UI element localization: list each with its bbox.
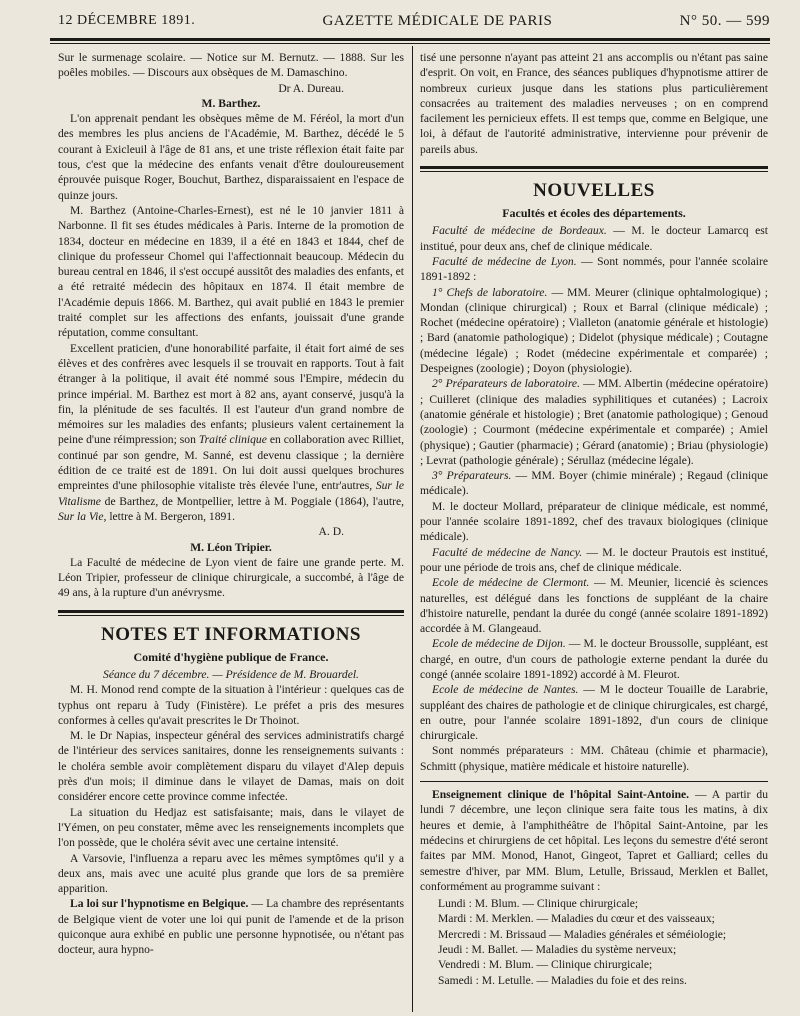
left-column: [58, 50, 404, 1012]
facultes-title: Facultés et écoles des départements.: [502, 206, 686, 221]
stantoine-item: Enseignement clinique de l'hôpital Saint-Antoine. — A partir du lundi 7 décembre, une leçon clinique sera faite tous les matins, à dix heures et demie, à l'amphithéâtre de l'hôpital Saint-Antoine, par les médecins et chirurgiens de cet hôpital. Les leçons du semestre d'été seront faites par MM. Monod, Hanot, Gingeot, Tapret et Galliard; celles du semestre d'hiver, par MM. Blum, Letulle, Brissaud, Merklen et Ballet, conformément au programme suivant :: [420, 788, 768, 893]
comite-paragraph-4: A Varsovie, l'influenza a reparu avec les mêmes symptômes qu'il y a deux ans, mais avec une acuité plus grande que lors de sa première apparition.: [58, 851, 404, 896]
header-date: 12 DÉCEMBRE 1891.: [58, 13, 196, 28]
schedule-item: Samedi : M. Letulle. — Maladies du foie et des reins.: [438, 973, 687, 987]
tripier-paragraph: La Faculté de médecine de Lyon vient de faire une grande perte. M. Léon Tripier, professeur de clinique chirurgicale, a succombé, à l'âge de 49 ans, à la rupture d'un anévrysme.: [58, 555, 404, 600]
bordeaux-item: Faculté de médecine de Bordeaux. — M. le docteur Lamarcq est institué, pour deux ans, chef de clinique médicale.: [420, 224, 768, 253]
comite-paragraph-3: La situation du Hedjaz est satisfaisante; mais, dans le vilayet de l'Yémen, on peu constater, même avec les renseignements incomplets que l'on possède, que le choléra sévit avec une certaine intensité.: [58, 805, 404, 850]
clermont-item: Ecole de médecine de Clermont. — M. Meunier, licencié ès sciences naturelles, est délégué dans les fonctions de suppléant de la chaire d'histoire naturelle, pendant la durée du congé (année scolaire 1891-1892) accordée à M. Glangeaud.: [420, 576, 768, 636]
dijon-item: Ecole de médecine de Dijon. — M. le docteur Broussolle, suppléant, est chargé, en outre, d'un cours de pathologie externe pendant la durée du congé (année scolaire 1891-1892) accordé à M. Fleurot.: [420, 637, 768, 681]
loi-continuation: tisé une personne n'ayant pas atteint 21 ans accomplis ou n'étant pas saine d'esprit. On voit, en France, des séances publiques d'hypnotisme attirer de nombreux curieux jusque dans les stations plus particulièrement consacrées au traitement des maladies nerveuses ; on en comprend facilement les pernicieux effets. Il est temps que, comme en Belgique, une loi, à défaut de l'autorité administrative, intervienne pour prévenir de pareils abus.: [420, 51, 768, 156]
schedule-item: Lundi : M. Blum. — Clinique chirurgicale;: [438, 897, 639, 911]
intro-signature: Dr A. Dureau.: [278, 81, 344, 95]
nouvelles-rule-thick: [420, 166, 768, 169]
comite-paragraph-2: M. le Dr Napias, inspecteur général des services administratifs chargé de l'intérieur des services sanitaires, donne les renseignements suivants : le choléra semble avoir complètement disparu du vilayet d'Alep depuis près d'un mois; il diminue dans le vilayet de Damas, mais on doit considérer encore cette province comme infectée.: [58, 729, 404, 804]
right-column: [420, 50, 768, 1012]
column-divider: [412, 46, 413, 1012]
barthez-paragraph-1: L'on apprenait pendant les obsèques même de M. Féréol, la mort d'un des membres les plus anciens de l'Académie, M. Barthez, décédé le 5 courant à Exicleuil à l'âge de 81 ans, et une triste réflexion était faite par tous, c'est que la médecine des enfants venait d'être douloureusement éprouvée puisque Roger, Bouchut, Barthez, disparaissaient en l'espace de quinze jours.: [58, 112, 404, 202]
section-rule-thick: [58, 610, 404, 613]
schedule-item: Mercredi : M. Brissaud — Maladies générales et séméiologie;: [438, 927, 727, 941]
comite-title: Comité d'hygiène publique de France.: [133, 649, 329, 664]
lyon-item: Faculté de médecine de Lyon. — Sont nommés, pour l'année scolaire 1891-1892 :: [420, 254, 768, 284]
lyon-chefs-item: 1° Chefs de laboratoire. — MM. Meurer (clinique ophtalmologique) ; Mondan (clinique chirurgical) ; Roux et Barral (clinique médicale) ; Rochet (médecine opératoire) ; Vialleton (anatomie générale et histologie) ; Bard (anatomie pathologique) ; Didelot (physique médicale) ; Coutagne (médecine légale) ; Rodet (médecine expérimentale et comparée) ; Despeignes (zoologie) ; Doyon (physiologie).: [420, 285, 768, 376]
schedule-item: Mardi : M. Merklen. — Maladies du cœur et des vaisseaux;: [438, 912, 715, 926]
header-rule-thick: [50, 38, 770, 41]
header-journal-title: GAZETTE MÉDICALE DE PARIS: [322, 12, 553, 29]
header-rule-thin: [50, 43, 770, 44]
stantoine-rule: [420, 781, 768, 782]
seance-line: Séance du 7 décembre. — Présidence de M. Brouardel.: [103, 667, 359, 681]
schedule-item: Vendredi : M. Blum. — Clinique chirurgicale;: [438, 958, 653, 972]
comite-paragraph-1: M. H. Monod rend compte de la situation à l'intérieur : quelques cas de typhus ont reparu à Tudy (Finistère). Le préfet a pris des mesures conformes à celles qu'avait prescrites le Dr Thoinot.: [58, 683, 404, 727]
mollard-item: M. le docteur Mollard, préparateur de clinique médicale, est nommé, pour l'année scolaire 1891-1892, chef des travaux biologiques (clinique médicale).: [420, 499, 768, 544]
lyon-preparateurs-lab-item: 2° Préparateurs de laboratoire. — MM. Albertin (médecine opératoire) ; Cuilleret (clinique des maladies syphilitiques et cutanées) ; Lacroix (anatomie générale et histologie) ; Bret (anatomie pathologique) ; Genoud (zoologie) ; Courmont (médecine expérimentale et comparée) ; Amiel (physique) ; Gautier (pharmacie) ; Gérard (anatomie) ; Briau (physiologie) ; Levrat (pathologie générale) ; Sérullaz (médecine légale).: [420, 377, 768, 467]
barthez-title: M. Barthez.: [201, 96, 261, 110]
section-rule-thin: [58, 615, 404, 616]
tripier-title: M. Léon Tripier.: [190, 540, 272, 554]
nantes-preparateurs-item: Sont nommés préparateurs : MM. Château (chimie et pharmacie), Schmitt (physique, matière médicale et histoire naturelle).: [420, 744, 768, 773]
barthez-signature: A. D.: [318, 525, 344, 539]
schedule-item: Jeudi : M. Ballet. — Maladies du système nerveux;: [438, 943, 677, 957]
lyon-preparateurs-item: 3° Préparateurs. — MM. Boyer (chimie minérale) ; Regaud (clinique médicale).: [420, 469, 768, 498]
nouvelles-rule-thin: [420, 171, 768, 172]
barthez-paragraph-3: Excellent praticien, d'une honorabilité parfaite, il était fort aimé de ses élèves et des confrères avec lesquels il se trouvait en rapports. Tout à fait étranger à la politique, il avait été nommé sous l'Empire, médecin du prince impérial. M. Barthez est mort à 82 ans, ayant conservé, jusqu'à la fin, la plénitude de ses facultés. Il est l'auteur d'un grand nombre de mémoires sur les maladies des enfants; plusieurs valent certainement la peine d'une réimpression; son Traité clinique en collaboration avec Rilliet, continué par son gendre, M. Sanné, est devenu classique ; la dernière édition de ce traité est de 1891. On lui doit aussi quelques brochures empreintes d'une philosophie vitaliste très élevée l'une, entr'autres, Sur le Vitalisme de Barthez, de Montpellier, lettre à M. Poggiale (1864), l'autre, Sur la Vie, lettre à M. Bergeron, 1891.: [58, 341, 404, 523]
nouvelles-section-title: NOUVELLES: [533, 180, 655, 202]
notes-section-title: NOTES ET INFORMATIONS: [100, 623, 361, 645]
loi-paragraph: La loi sur l'hypnotisme en Belgique. — La chambre des représentants de Belgique vient de voter une loi qui punit de l'amende et de la prison quiconque aura exhibé en public une personne hypnotisée, ou n'étant pas docteur, aura hypno-: [58, 897, 404, 957]
barthez-paragraph-2: M. Barthez (Antoine-Charles-Ernest), est né le 10 janvier 1811 à Narbonne. Il fit ses études médicales à Paris. Interne de la promotion de 1834, docteur en médecine en 1839, il a été en 1843 et 1844, chef de clinique du professeur Chomel qui l'affectionnait beaucoup. Médecin du bureau central en 1846, il s'est occupé aussitôt des maladies des enfants, et a été retraité médecin des hôpitaux en 1874. Il était membre de l'Académie depuis 1866. M. Barthez, qui avait publié en 1843 le premier traité complet sur les affections des enfants, jouissait d'une grande réputation, comme consultant.: [58, 203, 404, 340]
page-header: [58, 8, 770, 34]
nancy-item: Faculté de médecine de Nancy. — M. le docteur Prautois est institué, pour une période de trois ans, chef de clinique médicale.: [420, 545, 768, 574]
schedule-list: [420, 896, 768, 988]
intro-paragraph: Sur le surmenage scolaire. — Notice sur M. Bernutz. — 1888. Sur les poêles mobiles. — Discours aux obsèques de M. Damaschino.: [58, 51, 404, 80]
nantes-item: Ecole de médecine de Nantes. — M le docteur Touaille de Larabrie, suppléant des chaires de pathologie et de clinique chirurgicales, est chargé, en outre, pour l'année scolaire 1891-1892, d'un cours de clinique chirurgicale.: [420, 683, 768, 743]
header-page-number: N° 50. — 599: [679, 12, 770, 29]
